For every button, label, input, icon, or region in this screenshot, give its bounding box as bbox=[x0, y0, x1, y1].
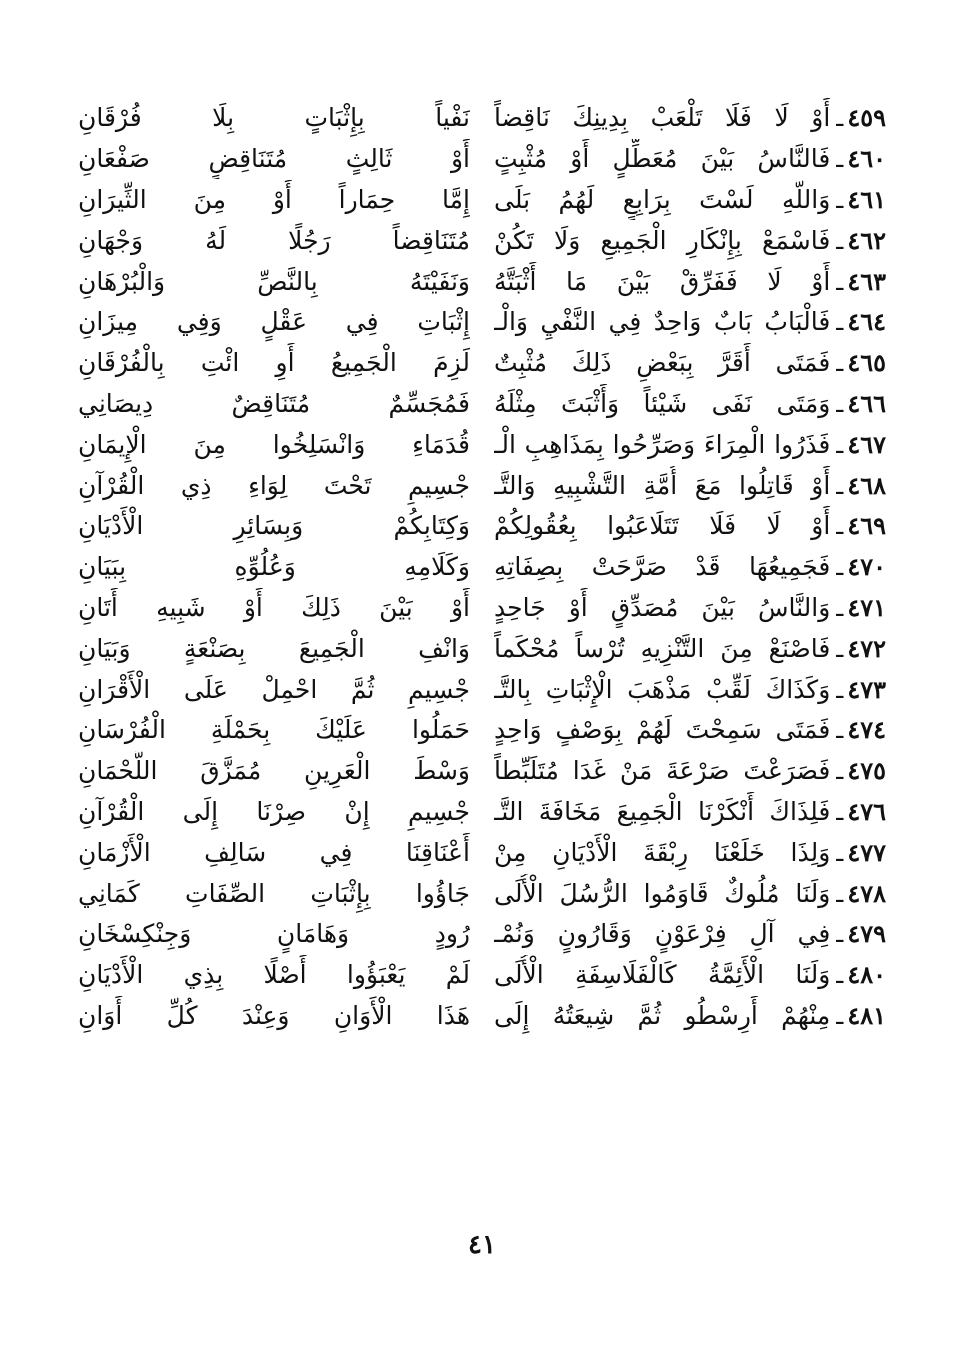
verse-dash: ـ bbox=[836, 553, 844, 582]
first-hemistich-text: وَلِذَا خَلَعْنَا رِبْقَةَ الْأَدْيَانِ مِنْ bbox=[494, 837, 831, 867]
verse-row bbox=[78, 996, 886, 1037]
verse-dash: ـ bbox=[836, 104, 844, 133]
verse-number: ٤٨١ bbox=[847, 1000, 886, 1030]
first-hemistich bbox=[494, 547, 886, 587]
second-hemistich: إِمَّا حِمَاراً أَوْ مِنَ الثِّيرَانِ bbox=[78, 184, 470, 214]
verse-number: ٤٦٦ bbox=[847, 388, 886, 418]
verse-dash: ـ bbox=[836, 634, 844, 663]
verse-number: ٤٧٠ bbox=[847, 552, 886, 582]
first-hemistich bbox=[494, 139, 886, 179]
second-hemistich: حَمَلُوا عَلَيْكَ بِحَمْلَةِ الْفُرْسَانِ bbox=[78, 715, 470, 745]
verse-row bbox=[78, 832, 886, 873]
verse-row bbox=[78, 506, 886, 547]
verse-number: ٤٦١ bbox=[847, 184, 886, 214]
first-hemistich-text: مِنْهُمْ أَرِسْطُو ثُمَّ شِيعَتُهُ إِلَى bbox=[494, 1000, 831, 1030]
verse-number: ٤٧٢ bbox=[847, 633, 886, 663]
verse-number: ٤٦٩ bbox=[847, 511, 886, 541]
verse-row bbox=[78, 465, 886, 506]
second-hemistich: لَزِمَ الْجَمِيعُ أَوِ ائْتِ بِالْفُرْقَانِ bbox=[78, 348, 470, 378]
verse-dash: ـ bbox=[836, 797, 844, 826]
verse-row bbox=[78, 792, 886, 833]
verse-number: ٤٧٦ bbox=[847, 796, 886, 826]
verse-row bbox=[78, 669, 886, 710]
second-hemistich: أَعْنَاقِنَا فِي سَالِفِ الْأَزْمَانِ bbox=[78, 837, 470, 867]
verse-number: ٤٨٠ bbox=[847, 960, 886, 990]
first-hemistich-text: فَاصْنَعْ مِنَ التَّنْزِيهِ تُرْساً مُحْكَماً bbox=[494, 633, 831, 663]
first-hemistich bbox=[494, 221, 886, 261]
verse-dash: ـ bbox=[836, 267, 844, 296]
first-hemistich-text: أَوْ قَاتِلُوا مَعَ أُمَّةِ التَّشْبِيهِ وَالتَّـ bbox=[494, 470, 831, 500]
first-hemistich-text: فَالْبَابُ بَابٌ وَاحِدٌ فِي النَّفْيِ وَالْـ bbox=[494, 307, 831, 337]
verse-number: ٤٧٩ bbox=[847, 919, 886, 949]
verse-number: ٤٧١ bbox=[847, 592, 886, 622]
first-hemistich bbox=[494, 180, 886, 220]
first-hemistich-text: وَلَنَا الْأَئِمَّةُ كَالْفَلَاسِفَةِ الْأُلَى bbox=[494, 960, 831, 990]
page-number: ٤١ bbox=[468, 1230, 496, 1260]
first-hemistich bbox=[494, 792, 886, 832]
first-hemistich bbox=[494, 343, 886, 383]
first-hemistich-text: أَوْ لَا فَلَا تَتَلَاعَبُوا بِعُقُولِكُمْ bbox=[494, 511, 831, 541]
verse-number: ٤٦٢ bbox=[847, 225, 886, 255]
first-hemistich bbox=[494, 302, 886, 342]
verse-number: ٤٧٥ bbox=[847, 756, 886, 786]
verse-number: ٤٦٨ bbox=[847, 470, 886, 500]
second-hemistich: مُتَنَاقِضاً رَجُلًا لَهُ وَجْهَانِ bbox=[78, 225, 470, 255]
verse-row bbox=[78, 628, 886, 669]
second-hemistich: نَفْياً بِإِثْبَاتٍ بِلَا فُرْقَانِ bbox=[78, 103, 470, 133]
second-hemistich: هَذَا الْأَوَانِ وَعِنْدَ كُلِّ أَوَانِ bbox=[78, 1000, 470, 1030]
first-hemistich-text: أَوْ لَا فَفَرِّقْ بَيْنَ مَا أَثْبَتَّهُ bbox=[494, 266, 831, 296]
first-hemistich bbox=[494, 588, 886, 628]
second-hemistich: وَانْفِ الْجَمِيعَ بِصَنْعَةٍ وَبَيَانِ bbox=[78, 633, 470, 663]
first-hemistich bbox=[494, 710, 886, 750]
first-hemistich bbox=[494, 751, 886, 791]
second-hemistich: قُدَمَاءِ وَانْسَلِخُوا مِنَ الْإِيمَانِ bbox=[78, 429, 470, 459]
first-hemistich bbox=[494, 384, 886, 424]
verse-dash: ـ bbox=[836, 757, 844, 786]
verse-number: ٤٧٧ bbox=[847, 837, 886, 867]
poem-verses bbox=[78, 98, 886, 1036]
verse-dash: ـ bbox=[836, 512, 844, 541]
second-hemistich: جْسِيمِ إِنْ صِرْنَا إِلَى الْقُرْآنِ bbox=[78, 796, 470, 826]
first-hemistich bbox=[494, 425, 886, 465]
verse-number: ٤٦٥ bbox=[847, 348, 886, 378]
verse-row bbox=[78, 873, 886, 914]
verse-dash: ـ bbox=[836, 471, 844, 500]
first-hemistich bbox=[494, 262, 886, 302]
first-hemistich bbox=[494, 670, 886, 710]
verse-number: ٤٧٣ bbox=[847, 674, 886, 704]
second-hemistich: وَكِتَابِكُمْ وَبِسَائِرِ الْأَدْيَانِ bbox=[78, 511, 470, 541]
first-hemistich-text: وَاللَّهِ لَسْتَ بِرَابِعٍ لَهُمُ بَلَى bbox=[494, 184, 831, 214]
first-hemistich bbox=[494, 833, 886, 873]
first-hemistich-text: فَمَتَى سَمِحْتَ لَهُمْ بِوَصْفٍ وَاحِدٍ bbox=[494, 715, 831, 745]
first-hemistich-text: أَوْ لَا فَلَا تَلْعَبْ بِدِينِكَ نَاقِضاً bbox=[494, 103, 831, 133]
first-hemistich bbox=[494, 874, 886, 914]
verse-row bbox=[78, 343, 886, 384]
verse-row bbox=[78, 710, 886, 751]
verse-row bbox=[78, 955, 886, 996]
verse-dash: ـ bbox=[836, 226, 844, 255]
second-hemistich: وَسْطَ الْعَرِينِ مُمَزَّقَ اللُّحْمَانِ bbox=[78, 756, 470, 786]
verse-row bbox=[78, 139, 886, 180]
verse-row bbox=[78, 424, 886, 465]
second-hemistich: وَنَفَيْتَهُ بِالنَّصِّ وَالْبُرْهَانِ bbox=[78, 266, 470, 296]
first-hemistich-text: وَكَذَاكَ لَقِّبْ مَذْهَبَ الْإِثْبَاتِ بِالتَّـ bbox=[494, 674, 831, 704]
verse-number: ٤٦٠ bbox=[847, 144, 886, 174]
first-hemistich bbox=[494, 996, 886, 1036]
verse-row bbox=[78, 384, 886, 425]
verse-dash: ـ bbox=[836, 308, 844, 337]
verse-number: ٤٧٨ bbox=[847, 878, 886, 908]
verse-dash: ـ bbox=[836, 430, 844, 459]
verse-number: ٤٦٧ bbox=[847, 429, 886, 459]
second-hemistich: وَكَلَامِهِ وَعُلُوِّهِ بِبَيَانِ bbox=[78, 552, 470, 582]
verse-number: ٤٦٣ bbox=[847, 266, 886, 296]
first-hemistich-text: فَصَرَعْتَ صَرْعَةَ مَنْ غَدَا مُتَلَبِّطاً bbox=[494, 756, 831, 786]
first-hemistich-text: وَلَنَا مُلُوكٌ قَاوَمُوا الرُّسُلَ الْأُلَى bbox=[494, 878, 831, 908]
verse-row bbox=[78, 98, 886, 139]
first-hemistich-text: فِي آلِ فِرْعَوْنٍ وَقَارُونٍ وَنُمْـ bbox=[494, 919, 831, 949]
second-hemistich: جَاؤُوا بِإِثْبَاتِ الصِّفَاتِ كَمَانِي bbox=[78, 878, 470, 908]
first-hemistich-text: فَذَرُوا الْمِرَاءَ وَصَرِّحُوا بِمَذَاهِبِ الْـ bbox=[494, 429, 831, 459]
first-hemistich-text: فَالنَّاسُ بَيْنَ مُعَطِّلٍ أَوْ مُثْبِتٍ bbox=[494, 144, 831, 174]
first-hemistich-text: فَجَمِيعُهَا قَدْ صَرَّحَتْ بِصِفَاتِهِ bbox=[494, 552, 831, 582]
first-hemistich bbox=[494, 506, 886, 546]
verse-dash: ـ bbox=[836, 389, 844, 418]
verse-dash: ـ bbox=[836, 920, 844, 949]
verse-row bbox=[78, 547, 886, 588]
verse-row bbox=[78, 588, 886, 629]
verse-row bbox=[78, 220, 886, 261]
verse-number: ٤٦٤ bbox=[847, 307, 886, 337]
first-hemistich bbox=[494, 955, 886, 995]
verse-dash: ـ bbox=[836, 879, 844, 908]
second-hemistich: جْسِيمِ تَحْتَ لِوَاءِ ذِي الْقُرْآنِ bbox=[78, 470, 470, 500]
verse-row bbox=[78, 302, 886, 343]
second-hemistich: أَوْ بَيْنَ ذَلِكَ أَوْ شَبِيهِ أَتَانِ bbox=[78, 592, 470, 622]
second-hemistich: جْسِيمِ ثُمَّ احْمِلْ عَلَى الْأَقْرَانِ bbox=[78, 674, 470, 704]
verse-dash: ـ bbox=[836, 961, 844, 990]
verse-row bbox=[78, 914, 886, 955]
first-hemistich-text: وَالنَّاسُ بَيْنَ مُصَدِّقٍ أَوْ جَاحِدٍ bbox=[494, 592, 831, 622]
verse-row bbox=[78, 180, 886, 221]
first-hemistich bbox=[494, 98, 886, 138]
verse-row bbox=[78, 261, 886, 302]
second-hemistich: فَمُجَسِّمٌ مُتَنَاقِضٌ دِيصَانِي bbox=[78, 388, 470, 418]
second-hemistich: إِثْبَاتِ فِي عَقْلٍ وَفِي مِيزَانِ bbox=[78, 307, 470, 337]
verse-row bbox=[78, 751, 886, 792]
first-hemistich-text: فَمَتَى أَقَرَّ بِبَعْضِ ذَلِكَ مُثْبِتٌ bbox=[494, 348, 831, 378]
first-hemistich bbox=[494, 629, 886, 669]
first-hemistich bbox=[494, 466, 886, 506]
verse-dash: ـ bbox=[836, 838, 844, 867]
second-hemistich: رُودٍ وَهَامَانٍ وَجِنْكِسْخَانِ bbox=[78, 919, 470, 949]
first-hemistich-text: فَاسْمَعْ بِإِنْكَارِ الْجَمِيعِ وَلَا تَكُنْ bbox=[494, 225, 831, 255]
verse-dash: ـ bbox=[836, 716, 844, 745]
second-hemistich: لَمْ يَعْبَؤُوا أَصْلًا بِذِي الْأَدْيَانِ bbox=[78, 960, 470, 990]
second-hemistich: أَوْ ثَالِثٍ مُتَنَاقِضٍ صَفْعَانِ bbox=[78, 144, 470, 174]
verse-number: ٤٧٤ bbox=[847, 715, 886, 745]
verse-dash: ـ bbox=[836, 145, 844, 174]
verse-number: ٤٥٩ bbox=[847, 103, 886, 133]
first-hemistich-text: فَلِذَاكَ أَنْكَرْنَا الْجَمِيعَ مَخَافَةَ التَّـ bbox=[494, 796, 831, 826]
verse-dash: ـ bbox=[836, 185, 844, 214]
verse-dash: ـ bbox=[836, 675, 844, 704]
first-hemistich bbox=[494, 914, 886, 954]
verse-dash: ـ bbox=[836, 593, 844, 622]
verse-dash: ـ bbox=[836, 349, 844, 378]
verse-dash: ـ bbox=[836, 1001, 844, 1030]
first-hemistich-text: وَمَتَى نَفَى شَيْئاً وَأَثْبَتَ مِثْلَهُ bbox=[494, 388, 831, 418]
